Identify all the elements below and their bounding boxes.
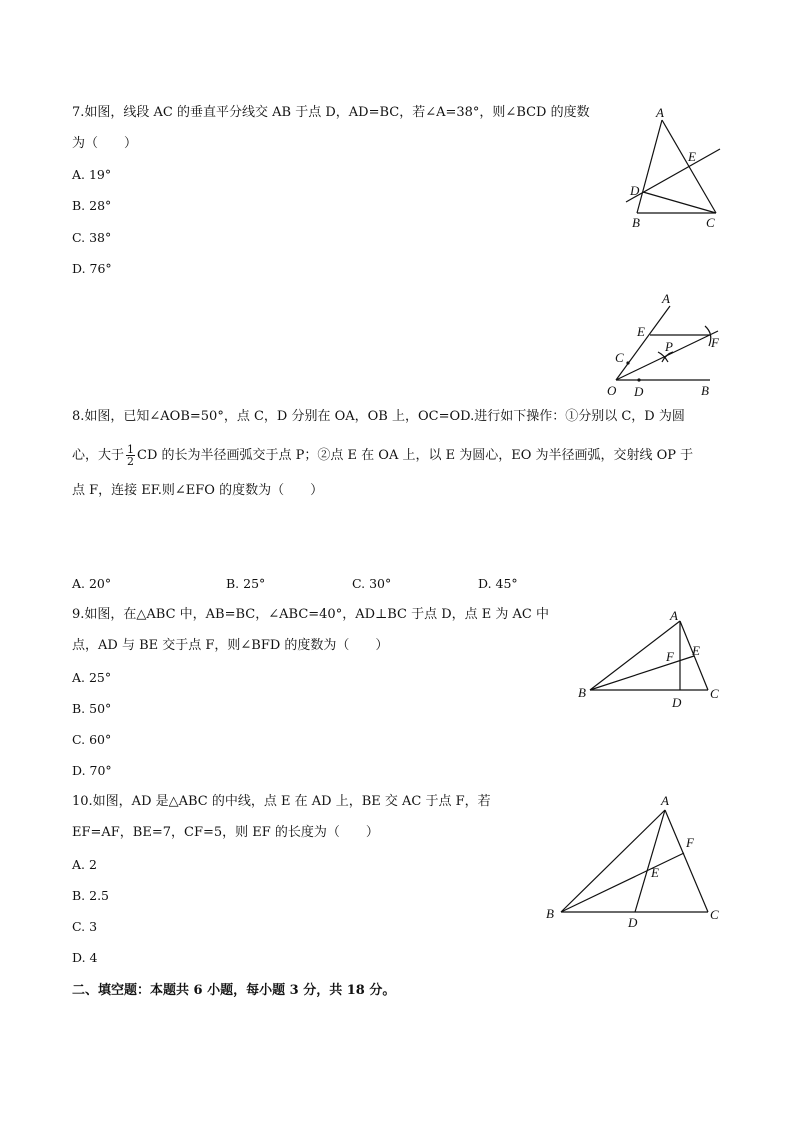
q8-ray-oa [616, 306, 670, 380]
q7-option-c: C. 38° [72, 230, 112, 245]
q9-label-f: F [666, 649, 674, 664]
q7-stem-line1: 7.如图，线段 AC 的垂直平分线交 AB 于点 D，AD=BC，若∠A=38°，则∠BCD 的度数 [72, 105, 590, 120]
q8-label-e: E [637, 324, 645, 339]
q7-figure [615, 100, 730, 235]
q8-option-d: D. 45° [478, 576, 518, 591]
q8-fraction-half [126, 444, 135, 467]
q10-segment-bf [561, 853, 684, 912]
q8-label-a: A [662, 291, 670, 306]
q7-label-b: B [632, 215, 640, 230]
q9-segment-be [590, 656, 694, 690]
q8-fraction-denominator: 2 [127, 455, 135, 468]
q10-figure [540, 790, 730, 930]
q8-stem-line3: 点 F，连接 EF.则∠EFO 的度数为（ ） [72, 483, 324, 498]
q9-option-b: B. 50° [72, 701, 112, 716]
q10-label-d: D [628, 915, 638, 930]
q7-option-a: A. 19° [72, 167, 112, 182]
q8-figure [600, 290, 730, 400]
q8-label-b: B [701, 383, 709, 398]
q8-point-d [637, 378, 640, 381]
q7-option-b: B. 28° [72, 198, 112, 213]
q7-label-e: E [688, 149, 696, 164]
q10-option-d: D. 4 [72, 950, 98, 965]
q8-label-p: P [665, 339, 673, 354]
q10-label-f: F [686, 835, 694, 850]
q8-stem-line2-a: 心，大于 [72, 448, 125, 463]
q10-option-c: C. 3 [72, 919, 98, 934]
q8-label-f: F [711, 335, 719, 350]
q9-option-c: C. 60° [72, 732, 112, 747]
q10-label-a: A [661, 793, 669, 808]
q10-stem-line1: 10.如图，AD 是△ABC 的中线，点 E 在 AD 上，BE 交 AC 于点 F，若 [72, 794, 491, 809]
q10-option-a: A. 2 [72, 857, 97, 872]
q9-figure [570, 600, 730, 715]
q7-label-d: D [630, 183, 640, 198]
q9-stem-line1: 9.如图，在△ABC 中，AB=BC，∠ABC=40°，AD⊥BC 于点 D，点 E 为 AC 中 [72, 607, 550, 622]
q10-label-c: C [710, 907, 719, 922]
q10-stem-line2: EF=AF，BE=7，CF=5，则 EF 的长度为（ ） [72, 825, 379, 840]
q8-option-b: B. 25° [226, 576, 266, 591]
q9-label-c: C [710, 686, 719, 701]
q7-label-a: A [656, 105, 664, 120]
q8-fraction-numerator: 1 [127, 443, 135, 456]
q7-label-c: C [706, 215, 715, 230]
q8-label-d: D [634, 384, 644, 399]
q8-label-o: O [607, 383, 617, 398]
q7-perpendicular-bisector [626, 149, 720, 202]
q10-option-b: B. 2.5 [72, 888, 110, 903]
q9-option-d: D. 70° [72, 763, 112, 778]
q8-stem-line2-b: CD 的长为半径画弧交于点 P；②点 E 在 OA 上，以 E 为圆心，EO 为半径画弧，交射线 OP 于 [137, 448, 694, 463]
q10-label-e: E [651, 865, 659, 880]
q9-label-e: E [692, 643, 700, 658]
q9-label-b: B [578, 685, 586, 700]
q7-stem-line2: 为（ ） [72, 136, 138, 151]
q10-side-ac [665, 810, 708, 912]
q9-label-d: D [672, 695, 682, 710]
q9-label-a: A [670, 608, 678, 623]
q8-stem-line1: 8.如图，已知∠AOB=50°，点 C，D 分别在 OA，OB 上，OC=OD.进行如下操作：①分别以 C，D 为圆 [72, 409, 685, 424]
q7-option-d: D. 76° [72, 261, 112, 276]
section2-heading: 二、填空题：本题共 6 小题，每小题 3 分，共 18 分。 [72, 983, 396, 998]
q7-side-ab [637, 120, 662, 213]
q9-stem-line2: 点，AD 与 BE 交于点 F，则∠BFD 的度数为（ ） [72, 638, 389, 653]
q8-point-c [626, 361, 629, 364]
q9-option-a: A. 25° [72, 670, 112, 685]
q8-stem-line2 [72, 444, 693, 467]
q8-label-c: C [615, 350, 624, 365]
q8-option-c: C. 30° [352, 576, 392, 591]
q8-option-a: A. 20° [72, 576, 112, 591]
q10-label-b: B [546, 906, 554, 921]
